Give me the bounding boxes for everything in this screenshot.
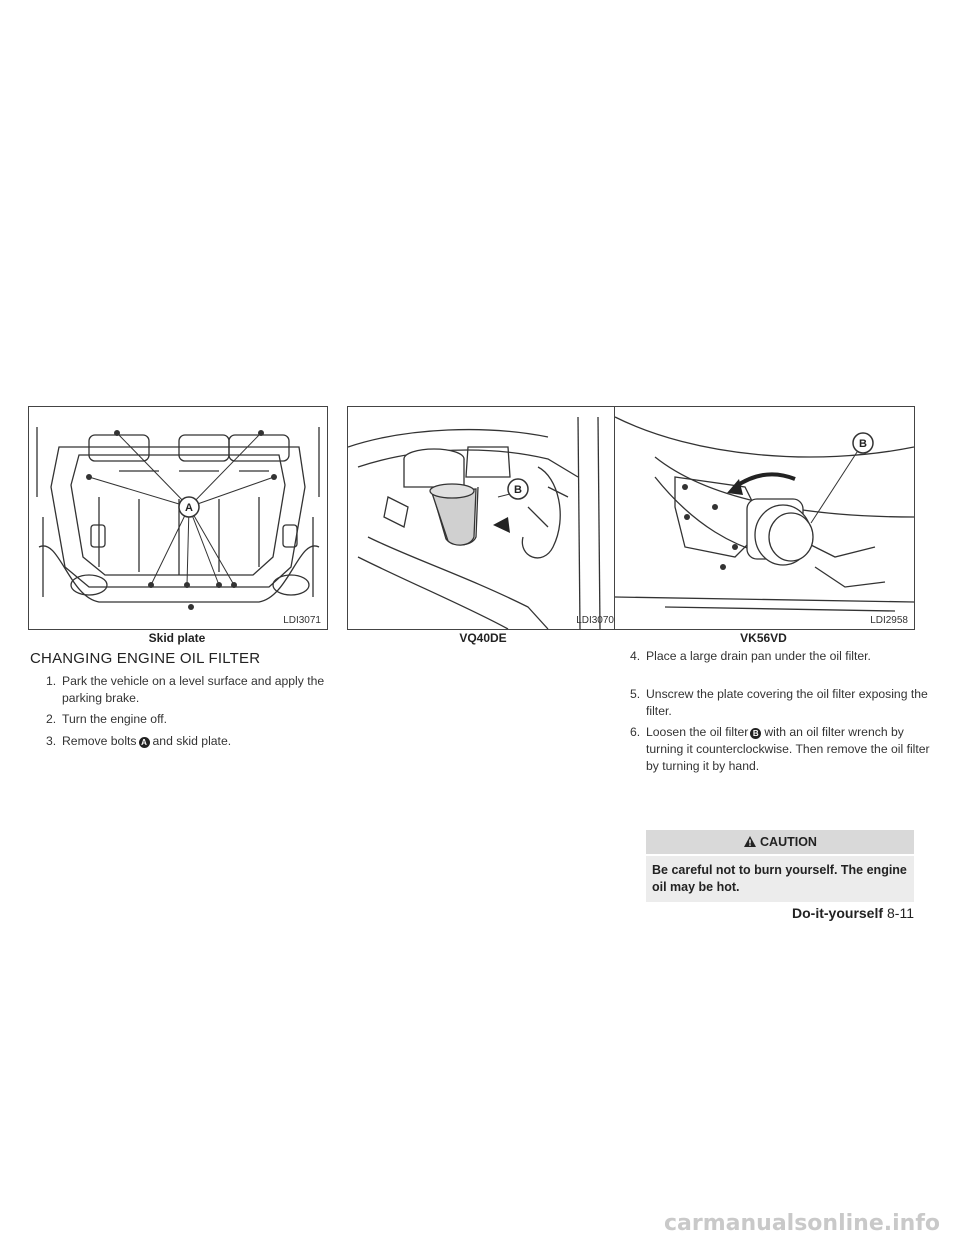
warning-triangle-icon	[743, 832, 757, 856]
figure-callout-b: B	[514, 484, 522, 496]
page-number: 8-11	[887, 905, 914, 921]
step-text: Unscrew the plate covering the oil filter exposing the filter.	[646, 687, 928, 718]
step-3	[46, 733, 344, 750]
step-text: Place a large drain pan under the oil filter.	[646, 649, 871, 663]
figure-caption-skid-plate: Skid plate	[148, 631, 206, 645]
skid-plate-illustration	[29, 407, 327, 629]
step-2	[46, 711, 344, 728]
step-4	[630, 648, 930, 665]
callout-b-icon: B	[750, 728, 761, 739]
figure-code: LDI3070	[576, 615, 614, 626]
figure-code: LDI3071	[283, 615, 321, 626]
step-text: Park the vehicle on a level surface and apply the parking brake.	[62, 674, 325, 705]
caution-title: CAUTION	[760, 835, 817, 849]
vk56vd-illustration	[615, 407, 914, 629]
footer-section: Do-it-yourself	[792, 905, 884, 921]
step-text: Remove bolts	[62, 734, 137, 748]
figure-vk56vd	[614, 406, 915, 630]
callout-a-icon: A	[139, 737, 150, 748]
caution-body: Be careful not to burn yourself. The engine oil may be hot.	[646, 856, 914, 902]
figure-callout-b: B	[859, 438, 867, 450]
figure-caption-vq40de: VQ40DE	[459, 631, 507, 645]
figure-caption-vk56vd: VK56VD	[740, 631, 787, 645]
step-number: 1.	[46, 674, 57, 688]
step-text: with an oil filter wrench by turning it counterclockwise. Then remove the oil filter by turning it by hand.	[646, 725, 930, 773]
step-text: Loosen the oil filter	[646, 725, 749, 739]
step-text: and skid plate.	[152, 734, 232, 748]
watermark: carmanualsonline.info	[664, 1211, 940, 1236]
vq40de-illustration	[348, 407, 620, 629]
step-number: 6.	[630, 725, 641, 739]
step-1	[46, 673, 344, 707]
step-number: 2.	[46, 712, 57, 726]
caution-header	[646, 830, 914, 854]
figure-code: LDI2958	[870, 615, 908, 626]
step-5	[630, 686, 930, 720]
section-title: CHANGING ENGINE OIL FILTER	[30, 650, 261, 667]
step-number: 4.	[630, 649, 641, 663]
step-number: 3.	[46, 734, 57, 748]
page-footer	[792, 905, 914, 921]
step-number: 5.	[630, 687, 641, 701]
figure-skid-plate	[28, 406, 328, 630]
figure-callout-a: A	[185, 502, 193, 514]
step-6	[630, 724, 930, 775]
step-text: Turn the engine off.	[62, 712, 168, 726]
figure-vq40de	[347, 406, 621, 630]
